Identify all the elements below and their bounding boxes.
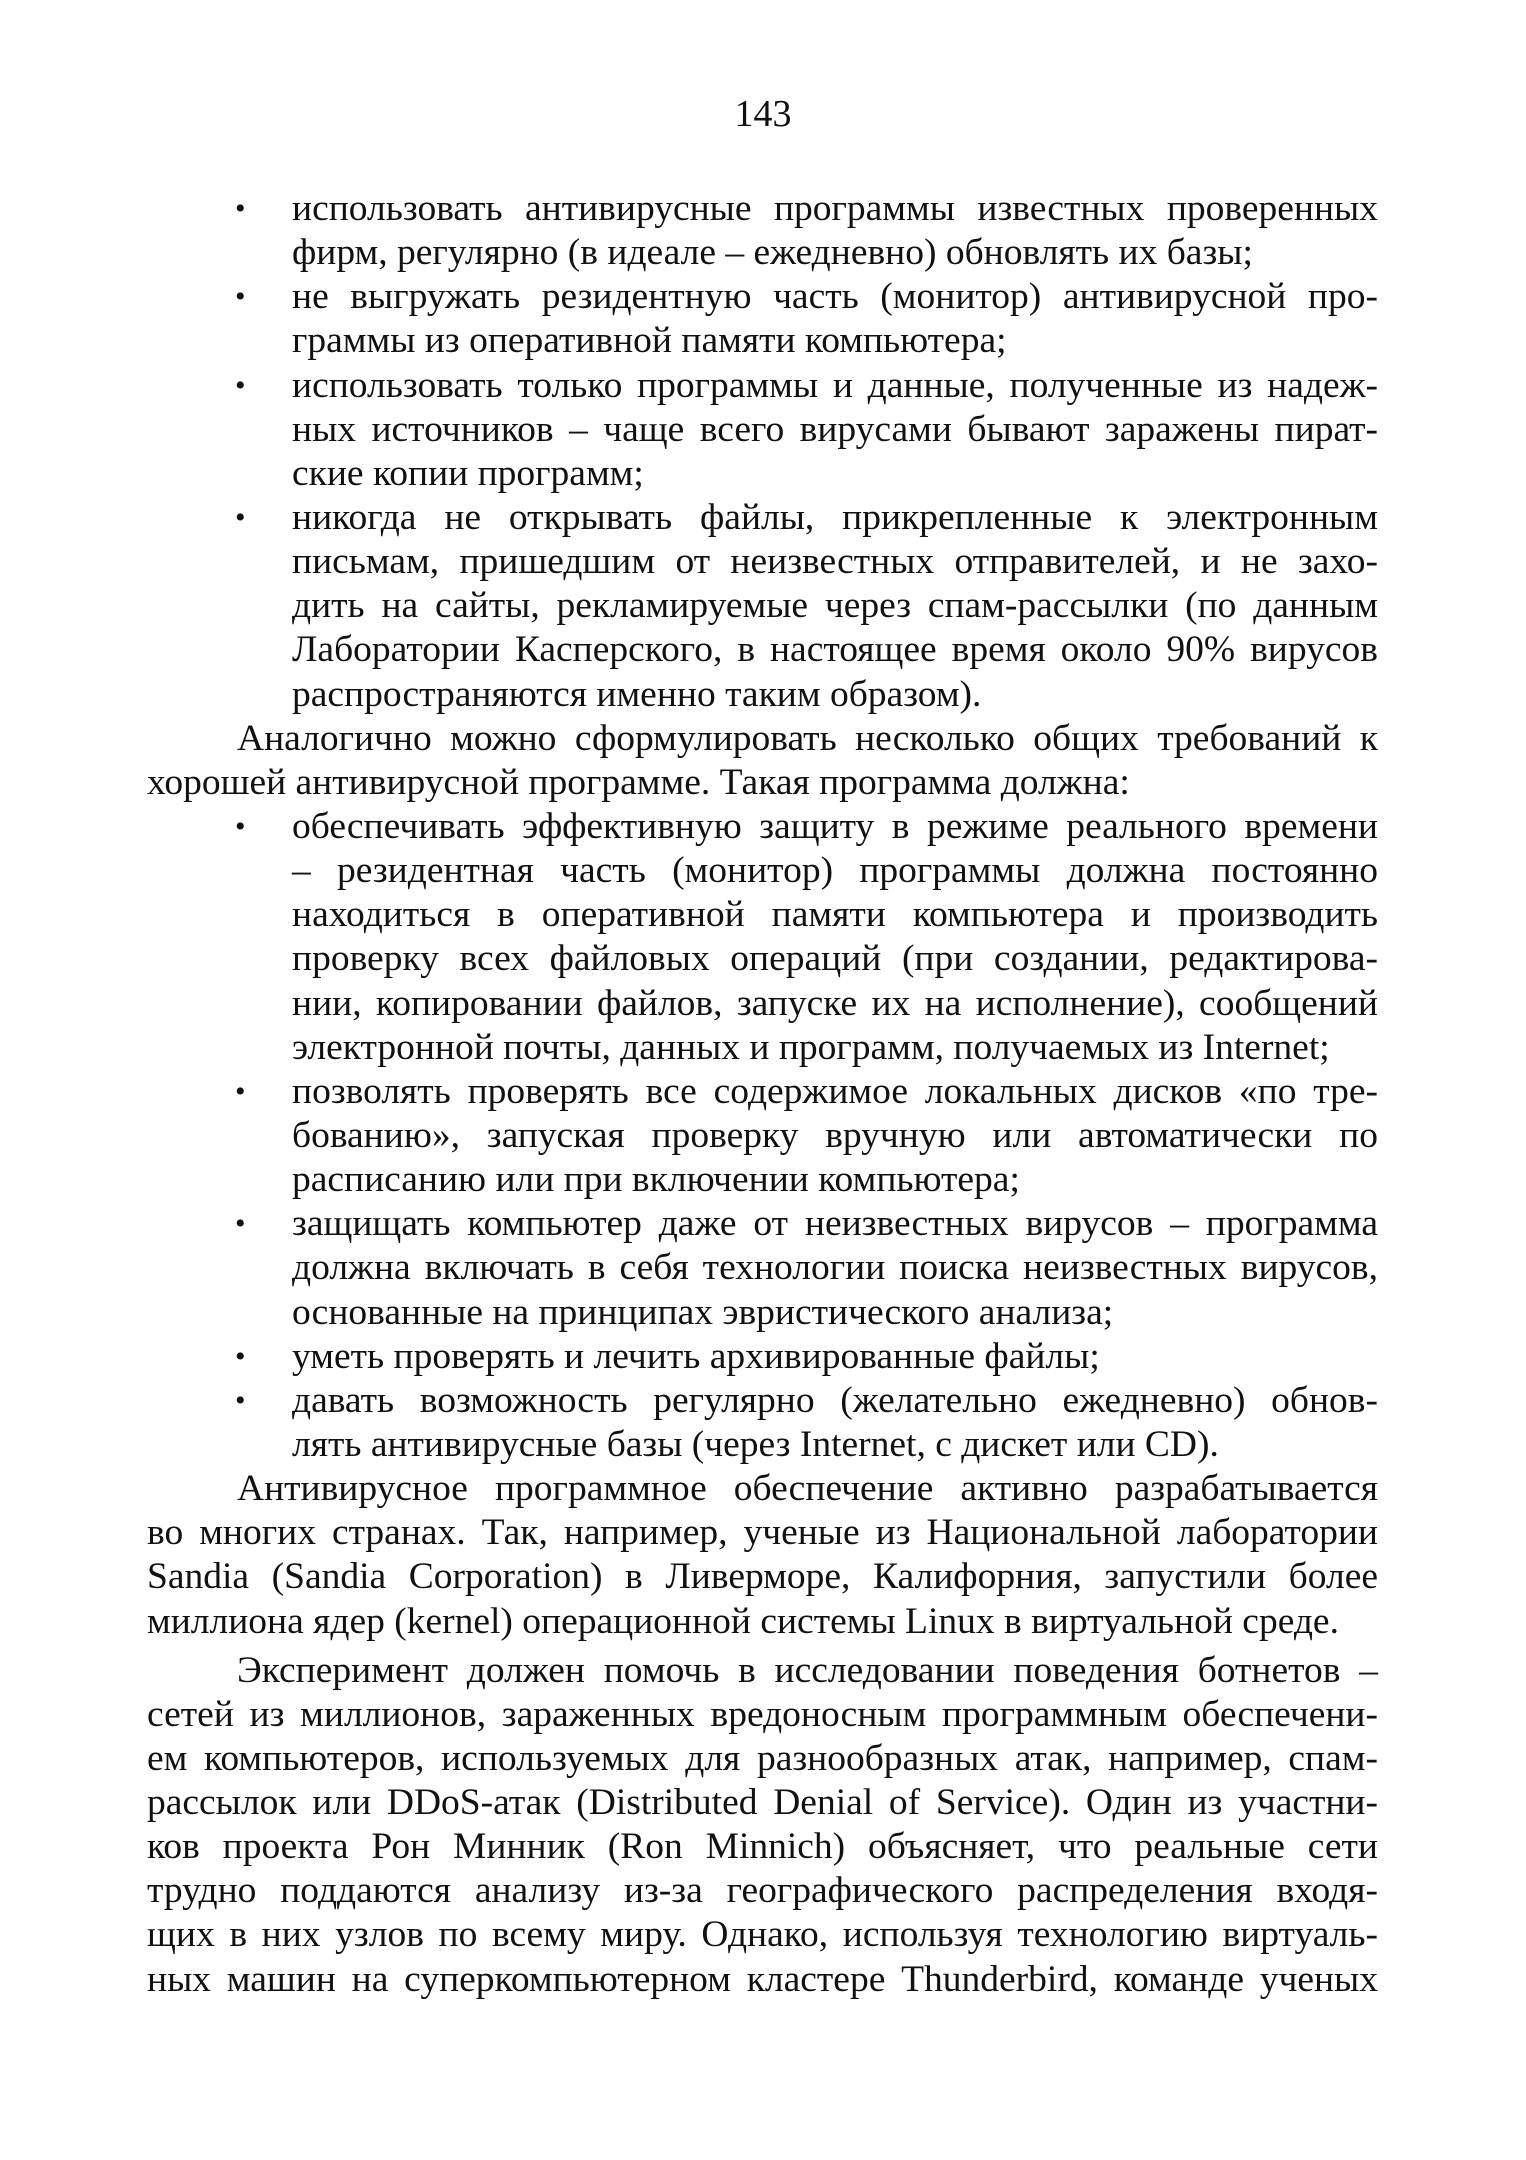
bullet-list-user-rules <box>147 187 1378 717</box>
page-body <box>147 187 1378 2002</box>
text-line: хорошей антивирусной программе. Такая программа должна: <box>147 761 1130 803</box>
paragraph-antivirus-development <box>147 1467 1378 1644</box>
text-line: лять антивирусные базы (через Internet, с дискет или CD). <box>292 1423 1219 1465</box>
list-item <box>147 1070 1378 1202</box>
text-line: позволять проверять все содержимое локальных дисков «по тре- <box>292 1070 1378 1112</box>
text-line: ем компьютеров, используемых для разнообразных атак, например, спам- <box>147 1737 1378 1779</box>
list-item <box>147 1335 1378 1379</box>
bullet-icon: • <box>235 368 246 402</box>
list-item <box>147 1379 1378 1467</box>
bullet-icon: • <box>235 809 246 843</box>
text-line: Эксперимент должен помочь в исследовании поведения ботнетов – <box>237 1649 1378 1691</box>
text-line: не выгружать резидентную часть (монитор) антивирусной про- <box>292 276 1378 318</box>
list-item <box>147 364 1378 496</box>
text-line: Лаборатории Касперского, в настоящее время около 90% вирусов <box>292 629 1378 671</box>
text-line: ков проекта Рон Минник (Ron Minnich) объясняет, что реальные сети <box>147 1826 1378 1868</box>
text-line: миллиона ядер (kernel) операционной системы Linux в виртуальной среде. <box>147 1600 1339 1642</box>
text-line: нии, копировании файлов, запуске их на исполнение), сообщений <box>292 982 1378 1024</box>
text-line: письмам, пришедшим от неизвестных отправителей, и не захо- <box>292 541 1378 583</box>
text-line: должна включать в себя технологии поиска неизвестных вирусов, <box>292 1247 1378 1289</box>
text-line: уметь проверять и лечить архивированные файлы; <box>292 1335 1100 1377</box>
bullet-icon: • <box>235 1383 246 1417</box>
page-number: 143 <box>734 93 792 135</box>
text-line: Аналогично можно сформулировать несколько общих требований к <box>237 717 1378 759</box>
bullet-icon: • <box>235 280 246 314</box>
text-line: ных машин на суперкомпьютерном кластере Thunderbird, команде ученых <box>147 1958 1378 2000</box>
text-line: фирм, регулярно (в идеале – ежедневно) обновлять их базы; <box>292 232 1253 274</box>
list-item <box>147 1202 1378 1334</box>
text-line: находиться в оперативной памяти компьютера и производить <box>292 894 1378 936</box>
bullet-icon: • <box>235 1207 246 1241</box>
text-line: использовать антивирусные программы известных проверенных <box>292 188 1378 229</box>
bullet-list-program-requirements <box>147 805 1378 1467</box>
list-item <box>147 275 1378 363</box>
text-line: расписанию или при включении компьютера; <box>292 1159 1020 1201</box>
text-line: ские копии программ; <box>292 452 644 494</box>
text-line: защищать компьютер даже от неизвестных вирусов – программа <box>292 1203 1378 1245</box>
text-line: – резидентная часть (монитор) программы должна постоянно <box>292 850 1378 892</box>
text-line: во многих странах. Так, например, ученые из Национальной лаборатории <box>147 1512 1378 1554</box>
list-item <box>147 496 1378 717</box>
text-line: использовать только программы и данные, полученные из надеж- <box>292 364 1378 406</box>
bullet-icon: • <box>235 1339 246 1373</box>
text-line: Антивирусное программное обеспечение активно разрабатывается <box>237 1468 1378 1510</box>
list-item <box>147 187 1378 275</box>
text-line: сетей из миллионов, зараженных вредоносным программным обеспечени- <box>147 1693 1378 1735</box>
bullet-icon: • <box>235 192 246 225</box>
text-line: проверку всех файловых операций (при создании, редактирова- <box>292 938 1378 980</box>
text-line: никогда не открывать файлы, прикрепленные к электронным <box>292 496 1378 538</box>
list-item <box>147 805 1378 1070</box>
text-line: Sandia (Sandia Corporation) в Ливерморе, Калифорния, запустили более <box>147 1556 1378 1598</box>
text-line: давать возможность регулярно (желательно ежедневно) обнов- <box>292 1379 1378 1421</box>
text-line: рассылок или DDoS-атак (Distributed Denial of Service). Один из участни- <box>147 1782 1378 1824</box>
text-line: обеспечивать эффективную защиту в режиме реального времени <box>292 805 1378 847</box>
text-line: трудно поддаются анализу из-за географического распределения входя- <box>147 1870 1378 1912</box>
text-line: граммы из оперативной памяти компьютера; <box>292 320 1007 362</box>
paragraph-requirements-intro <box>147 717 1378 805</box>
text-line: основанные на принципах эвристического анализа; <box>292 1291 1114 1333</box>
text-line: ных источников – чаще всего вирусами бывают заражены пират- <box>292 408 1378 450</box>
bullet-icon: • <box>235 500 246 534</box>
text-line: щих в них узлов по всему миру. Однако, используя технологию виртуаль- <box>147 1914 1378 1956</box>
text-line: бованию», запуская проверку вручную или автоматически по <box>292 1114 1378 1156</box>
paragraph-botnet-experiment <box>147 1649 1378 2002</box>
bullet-icon: • <box>235 1074 246 1108</box>
text-line: распространяются именно таким образом). <box>292 673 982 715</box>
text-line: дить на сайты, рекламируемые через спам-рассылки (по данным <box>292 585 1378 627</box>
text-line: электронной почты, данных и программ, получаемых из Internet; <box>292 1026 1330 1068</box>
